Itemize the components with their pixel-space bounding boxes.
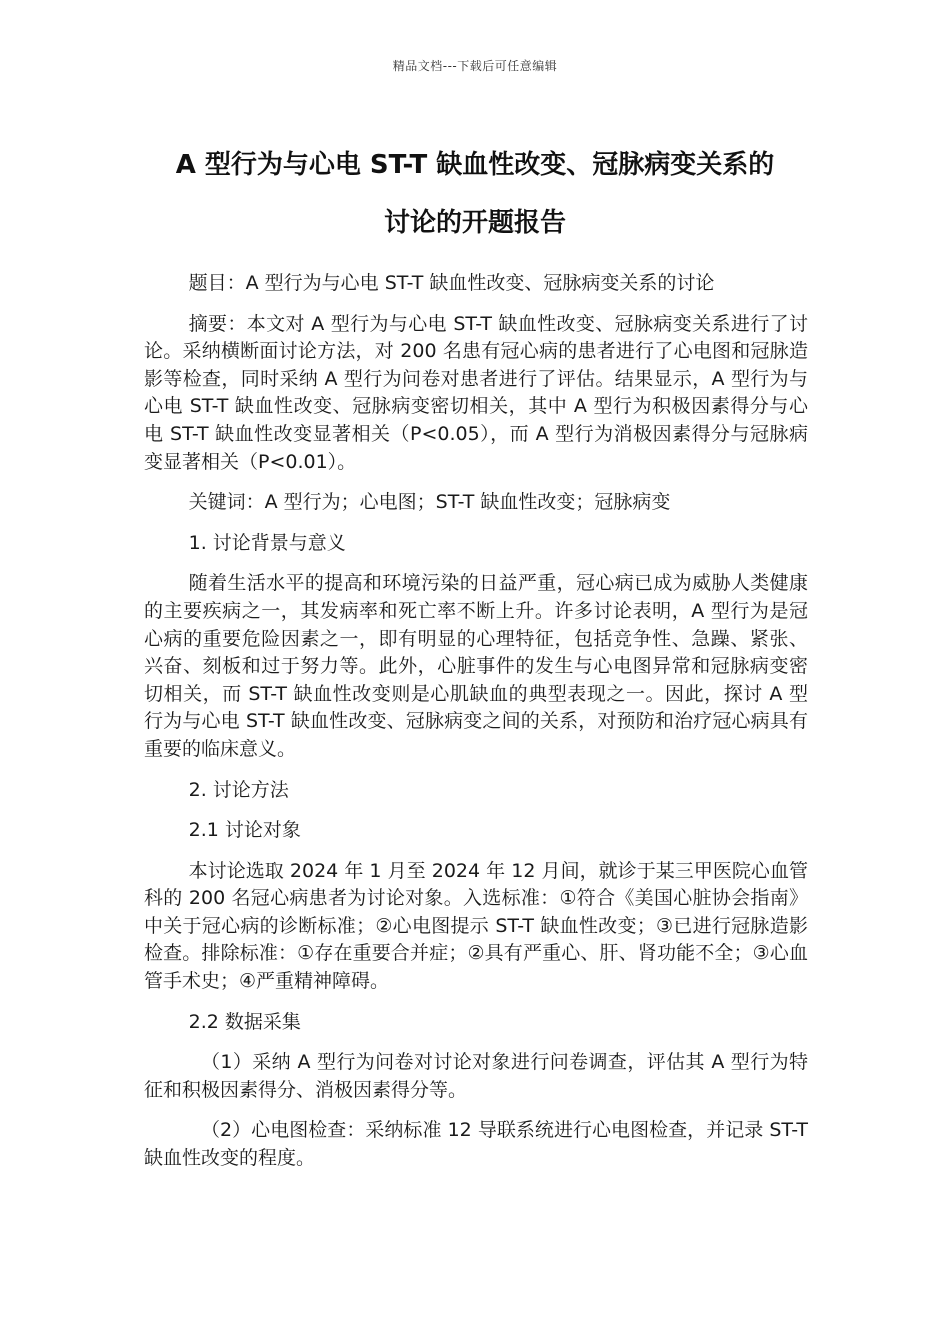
section-2-1-heading: 2.1 讨论对象: [188, 819, 301, 842]
title-line-2: 讨论的开题报告: [383, 208, 566, 238]
section-2-2-heading: 2.2 数据采集: [188, 1010, 301, 1033]
section-2-1-body: 本讨论选取 2024 年 1 月至 2024 年 12 月间，就诊于某三甲医院心血管科的 200 名冠心病患者为讨论对象。入选标准：①符合《美国心脏协会指南》中关于冠心病的诊断标准；②心电图提示 ST-T 缺血性改变；③已进行冠脉造影检查。排除标准：①存在重要合并症；②具有严重心、肝、肾功能不全；③心血管手术史；④严重精神障碍。: [144, 859, 808, 993]
document-title: [120, 136, 830, 252]
title-line-1: A 型行为与心电 ST-T 缺血性改变、冠脉病变关系的: [175, 150, 775, 180]
section-2-2-item-2: （2）心电图检查：采纳标准 12 导联系统进行心电图检查，并记录 ST-T 缺血性改变的程度。: [144, 1119, 808, 1170]
section-2-heading: 2. 讨论方法: [188, 778, 289, 801]
document-body: [144, 270, 808, 1186]
section-1-heading: 1. 讨论背景与意义: [188, 531, 346, 554]
section-1-body: 随着生活水平的提高和环境污染的日益严重，冠心病已成为威胁人类健康的主要疾病之一，其发病率和死亡率不断上升。许多讨论表明，A 型行为是冠心病的重要危险因素之一，即有明显的心理特征，包括竞争性、急躁、紧张、兴奋、刻板和过于努力等。此外，心脏事件的发生与心电图异常和冠脉病变密切相关，而 ST-T 缺血性改变则是心肌缺血的典型表现之一。因此，探讨 A 型行为与心电 ST-T 缺血性改变、冠脉病变之间的关系，对预防和治疗冠心病具有重要的临床意义。: [144, 572, 808, 760]
section-2-2-item-1: （1）采纳 A 型行为问卷对讨论对象进行问卷调查，评估其 A 型行为特征和积极因素得分、消极因素得分等。: [144, 1051, 808, 1101]
keywords-paragraph: 关键词：A 型行为；心电图；ST-T 缺血性改变；冠脉病变: [188, 491, 671, 514]
abstract-paragraph: 摘要：本文对 A 型行为与心电 ST-T 缺血性改变、冠脉病变关系进行了讨论。采纳横断面讨论方法，对 200 名患有冠心病的患者进行了心电图和冠脉造影等检查，同时采纳 A 型行为问卷对患者进行了评估。结果显示，A 型行为与心电 ST-T 缺血性改变、冠脉病变密切相关，其中 A 型行为积极因素得分与心电 ST-T 缺血性改变显著相关（P<0.05），而 A 型行为消极因素得分与冠脉病变显著相关（P<0.01）。: [144, 312, 808, 473]
header-note: 精品文档---下载后可任意编辑: [392, 59, 558, 73]
topic-paragraph: 题目：A 型行为与心电 ST-T 缺血性改变、冠脉病变关系的讨论: [188, 272, 715, 294]
